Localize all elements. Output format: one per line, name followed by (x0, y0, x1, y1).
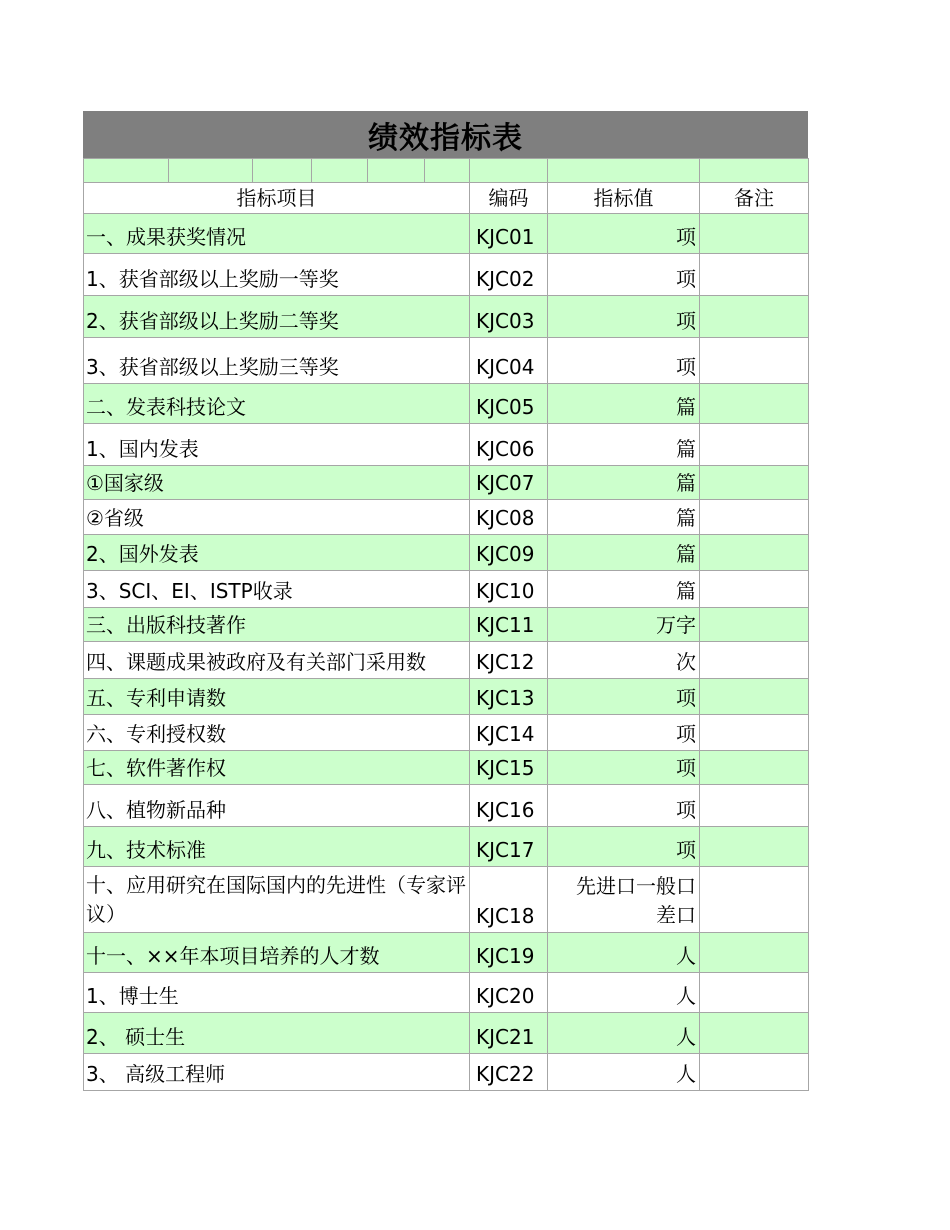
remark-cell[interactable] (700, 608, 809, 642)
remark-cell[interactable] (700, 500, 809, 535)
indicator-sheet (83, 111, 808, 1091)
indicator-code-cell: KJC21 (470, 1013, 548, 1054)
indicator-code-cell: KJC12 (470, 642, 548, 679)
indicator-name-cell: 3、 高级工程师 (84, 1054, 470, 1091)
indicator-code-cell: KJC14 (470, 715, 548, 751)
spacer-cell (425, 159, 470, 183)
indicator-name-cell: 3、SCI、EI、ISTP收录 (84, 571, 470, 608)
table-row (84, 1013, 809, 1054)
remark-cell[interactable] (700, 384, 809, 424)
table-row (84, 424, 809, 466)
header-value: 指标值 (548, 183, 700, 214)
spacer-cell (169, 159, 253, 183)
header-row (84, 183, 809, 214)
indicator-code-cell: KJC07 (470, 466, 548, 500)
indicator-name-cell: 七、软件著作权 (84, 751, 470, 785)
indicator-code-cell: KJC09 (470, 535, 548, 571)
indicator-name-cell: 2、获省部级以上奖励二等奖 (84, 296, 470, 338)
indicator-unit-cell: 项 (548, 338, 700, 384)
spacer-cell (312, 159, 368, 183)
indicator-unit-cell: 项 (548, 296, 700, 338)
indicator-code-cell: KJC03 (470, 296, 548, 338)
indicator-code-cell: KJC10 (470, 571, 548, 608)
remark-cell[interactable] (700, 1054, 809, 1091)
table-row (84, 867, 809, 933)
remark-cell[interactable] (700, 254, 809, 296)
indicator-code-cell: KJC08 (470, 500, 548, 535)
indicator-name-cell: 十一、××年本项目培养的人才数 (84, 933, 470, 973)
indicator-name-cell: 一、成果获奖情况 (84, 214, 470, 254)
indicator-name-cell: 2、 硕士生 (84, 1013, 470, 1054)
indicator-unit-cell: 项 (548, 827, 700, 867)
indicator-code-cell: KJC20 (470, 973, 548, 1013)
table-row (84, 384, 809, 424)
remark-cell[interactable] (700, 571, 809, 608)
header-item: 指标项目 (84, 183, 470, 214)
indicator-code-cell: KJC05 (470, 384, 548, 424)
spacer-cell (253, 159, 312, 183)
indicator-name-cell: 1、获省部级以上奖励一等奖 (84, 254, 470, 296)
indicator-name-cell: 3、获省部级以上奖励三等奖 (84, 338, 470, 384)
indicator-unit-cell: 篇 (548, 384, 700, 424)
spacer-cell (548, 159, 700, 183)
indicator-name-cell: 1、国内发表 (84, 424, 470, 466)
indicator-name-cell: ①国家级 (84, 466, 470, 500)
indicator-name-cell: 八、植物新品种 (84, 785, 470, 827)
remark-cell[interactable] (700, 933, 809, 973)
indicator-unit-cell: 万字 (548, 608, 700, 642)
indicator-name-cell: 1、博士生 (84, 973, 470, 1013)
remark-cell[interactable] (700, 679, 809, 715)
indicator-code-cell: KJC04 (470, 338, 548, 384)
table-row (84, 715, 809, 751)
spacer-row (84, 159, 809, 183)
remark-cell[interactable] (700, 642, 809, 679)
remark-cell[interactable] (700, 214, 809, 254)
indicator-unit-cell: 先进口一般口差口 (548, 867, 700, 933)
indicator-name-cell: 六、专利授权数 (84, 715, 470, 751)
indicator-name-cell: 三、出版科技著作 (84, 608, 470, 642)
remark-cell[interactable] (700, 296, 809, 338)
indicator-unit-cell: 项 (548, 751, 700, 785)
table-row (84, 500, 809, 535)
indicator-unit-cell: 人 (548, 1054, 700, 1091)
table-row (84, 642, 809, 679)
table-row (84, 608, 809, 642)
indicator-unit-cell: 篇 (548, 571, 700, 608)
indicator-code-cell: KJC01 (470, 214, 548, 254)
remark-cell[interactable] (700, 466, 809, 500)
table-row (84, 296, 809, 338)
indicator-table (83, 158, 809, 1091)
indicator-code-cell: KJC22 (470, 1054, 548, 1091)
indicator-code-cell: KJC02 (470, 254, 548, 296)
remark-cell[interactable] (700, 827, 809, 867)
indicator-code-cell: KJC19 (470, 933, 548, 973)
indicator-unit-cell: 篇 (548, 466, 700, 500)
indicator-name-cell: 二、发表科技论文 (84, 384, 470, 424)
indicator-name-cell: 五、专利申请数 (84, 679, 470, 715)
table-row (84, 827, 809, 867)
table-row (84, 973, 809, 1013)
indicator-unit-cell: 篇 (548, 500, 700, 535)
indicator-name-cell: 十、应用研究在国际国内的先进性（专家评议） (84, 867, 470, 933)
indicator-unit-cell: 项 (548, 715, 700, 751)
indicator-unit-cell: 项 (548, 214, 700, 254)
remark-cell[interactable] (700, 973, 809, 1013)
indicator-code-cell: KJC18 (470, 867, 548, 933)
remark-cell[interactable] (700, 751, 809, 785)
table-row (84, 338, 809, 384)
table-row (84, 933, 809, 973)
indicator-code-cell: KJC15 (470, 751, 548, 785)
table-row (84, 466, 809, 500)
spacer-cell (368, 159, 425, 183)
indicator-unit-cell: 项 (548, 679, 700, 715)
indicator-code-cell: KJC13 (470, 679, 548, 715)
remark-cell[interactable] (700, 535, 809, 571)
indicator-unit-cell: 篇 (548, 535, 700, 571)
indicator-unit-cell: 篇 (548, 424, 700, 466)
table-row (84, 751, 809, 785)
indicator-name-cell: ②省级 (84, 500, 470, 535)
indicator-code-cell: KJC17 (470, 827, 548, 867)
spacer-cell (700, 159, 809, 183)
remark-cell[interactable] (700, 785, 809, 827)
remark-cell[interactable] (700, 715, 809, 751)
table-row (84, 571, 809, 608)
remark-cell[interactable] (700, 424, 809, 466)
indicator-code-cell: KJC16 (470, 785, 548, 827)
table-body (84, 159, 809, 1091)
remark-cell[interactable] (700, 1013, 809, 1054)
indicator-name-cell: 四、课题成果被政府及有关部门采用数 (84, 642, 470, 679)
table-row (84, 535, 809, 571)
table-row (84, 254, 809, 296)
header-code: 编码 (470, 183, 548, 214)
indicator-unit-cell: 人 (548, 973, 700, 1013)
indicator-code-cell: KJC11 (470, 608, 548, 642)
table-row (84, 1054, 809, 1091)
indicator-unit-cell: 项 (548, 254, 700, 296)
remark-cell[interactable] (700, 338, 809, 384)
indicator-name-cell: 九、技术标准 (84, 827, 470, 867)
header-remark: 备注 (700, 183, 809, 214)
indicator-unit-cell: 项 (548, 785, 700, 827)
sheet-title: 绩效指标表 (83, 111, 808, 158)
indicator-name-cell: 2、国外发表 (84, 535, 470, 571)
table-row (84, 679, 809, 715)
spacer-cell (84, 159, 169, 183)
remark-cell[interactable] (700, 867, 809, 933)
indicator-unit-cell: 人 (548, 1013, 700, 1054)
indicator-unit-cell: 人 (548, 933, 700, 973)
spacer-cell (470, 159, 548, 183)
table-row (84, 785, 809, 827)
indicator-code-cell: KJC06 (470, 424, 548, 466)
indicator-unit-cell: 次 (548, 642, 700, 679)
table-row (84, 214, 809, 254)
